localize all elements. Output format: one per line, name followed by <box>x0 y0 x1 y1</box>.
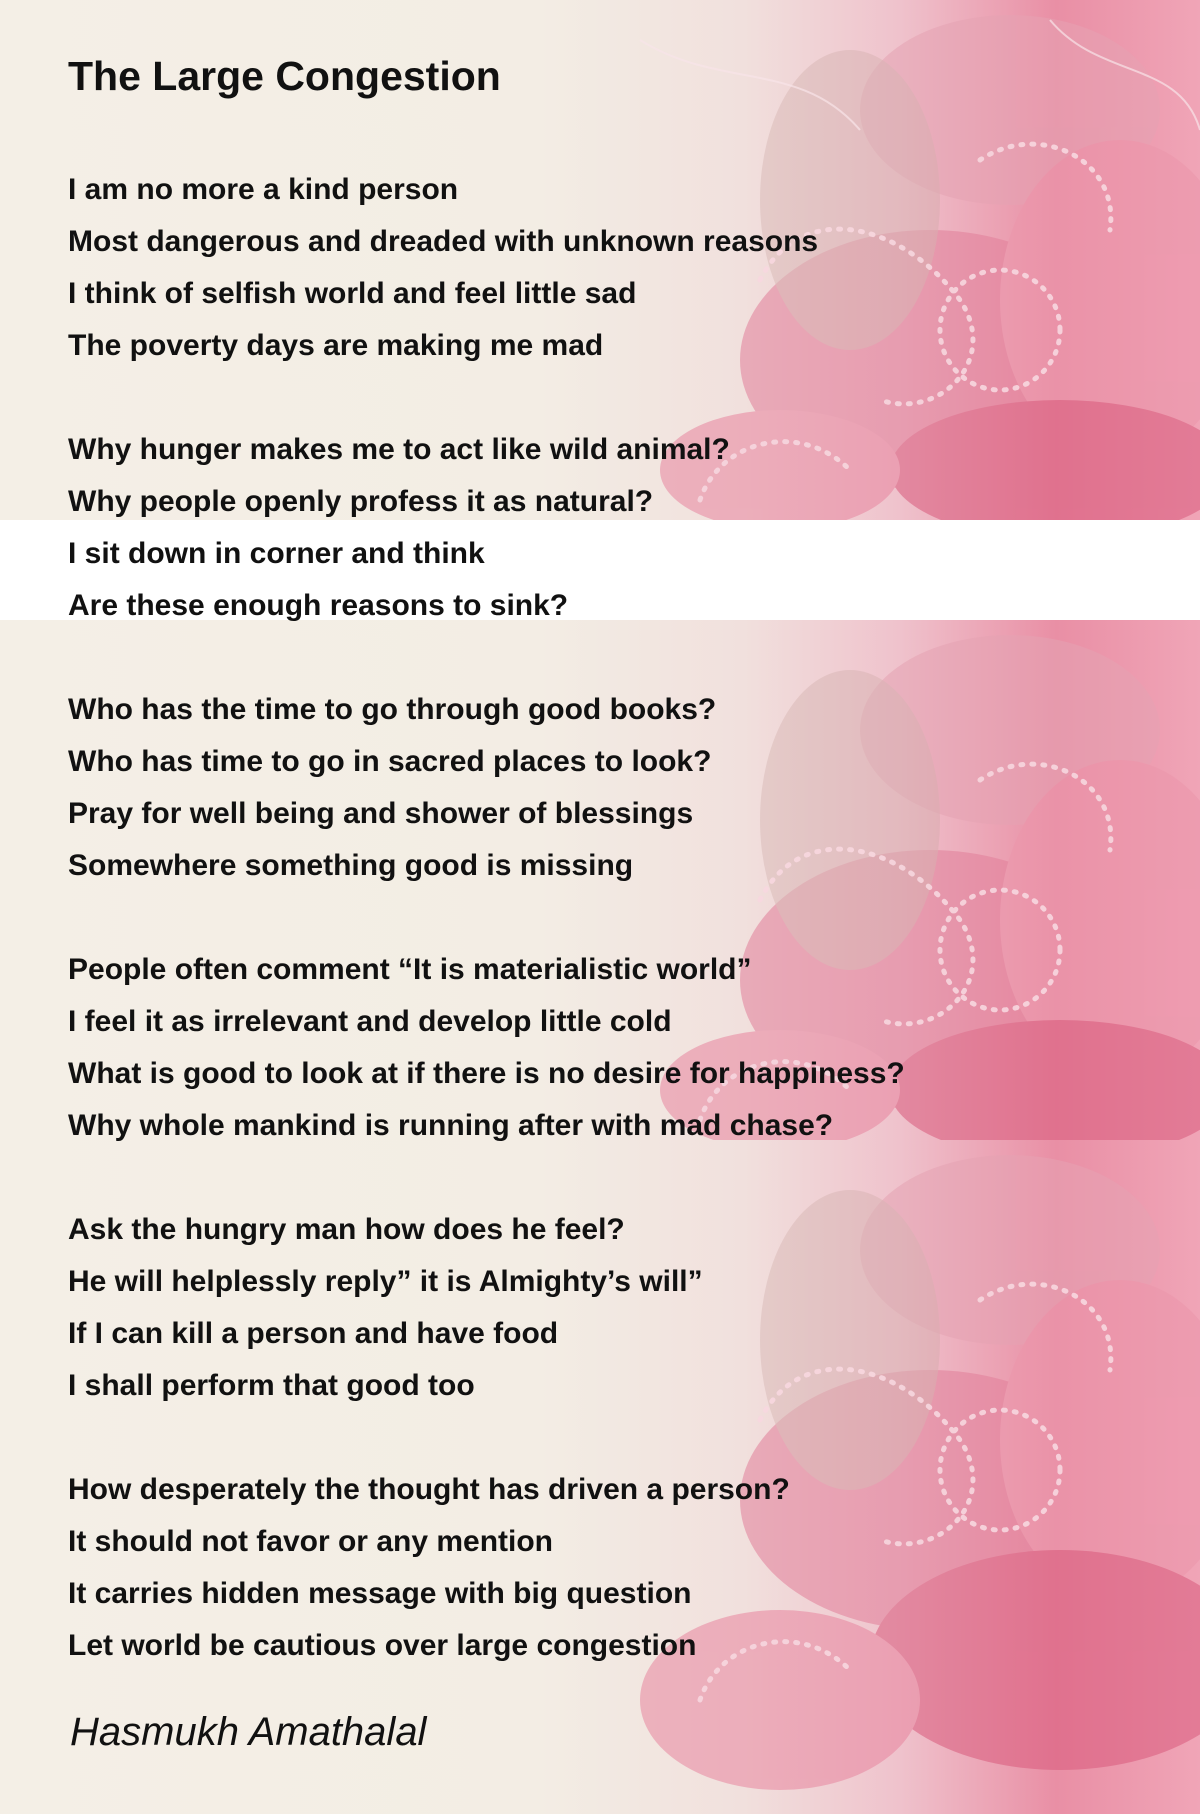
poem-line: I feel it as irrelevant and develop little cold <box>68 1005 672 1038</box>
stanza <box>68 1464 1128 1672</box>
poem-line: Why hunger makes me to act like wild animal? <box>68 433 730 466</box>
poem-content <box>68 40 1128 1672</box>
poem-line: Most dangerous and dreaded with unknown reasons <box>68 225 819 258</box>
stanza <box>68 164 1128 372</box>
stanza <box>68 424 1128 632</box>
poem-line: Ask the hungry man how does he feel? <box>68 1213 625 1246</box>
poem-line: Pray for well being and shower of blessings <box>68 797 694 830</box>
poem-line: Somewhere something good is missing <box>68 849 634 882</box>
poem-line: Let world be cautious over large congestion <box>68 1629 697 1662</box>
poem-title: The Large Congestion <box>68 53 501 99</box>
poem-line: Are these enough reasons to sink? <box>68 589 569 622</box>
poem-line: Why people openly profess it as natural? <box>68 485 654 518</box>
poem-line: I think of selfish world and feel little sad <box>68 277 637 310</box>
poem-line: It carries hidden message with big question <box>68 1577 692 1610</box>
poem-line: Why whole mankind is running after with mad chase? <box>68 1109 834 1142</box>
poem-line: I sit down in corner and think <box>68 537 485 570</box>
poem-line: What is good to look at if there is no desire for happiness? <box>68 1057 905 1090</box>
poem-line: How desperately the thought has driven a person? <box>68 1473 790 1506</box>
poem-line: People often comment “It is materialistic world” <box>68 953 752 986</box>
poem-line: If I can kill a person and have food <box>68 1317 559 1350</box>
poem-line: Who has the time to go through good books? <box>68 693 717 726</box>
stanza <box>68 684 1128 892</box>
poem-line: It should not favor or any mention <box>68 1525 554 1558</box>
poem-line: He will helplessly reply” it is Almighty’s will” <box>68 1265 703 1298</box>
poem-line: I am no more a kind person <box>68 173 459 206</box>
poem-line: Who has time to go in sacred places to look? <box>68 745 712 778</box>
poem-author: Hasmukh Amathalal <box>70 1710 427 1754</box>
poem-line: I shall perform that good too <box>68 1369 475 1402</box>
stanza <box>68 944 1128 1152</box>
stanza <box>68 1204 1128 1412</box>
poem-line: The poverty days are making me mad <box>68 329 604 362</box>
